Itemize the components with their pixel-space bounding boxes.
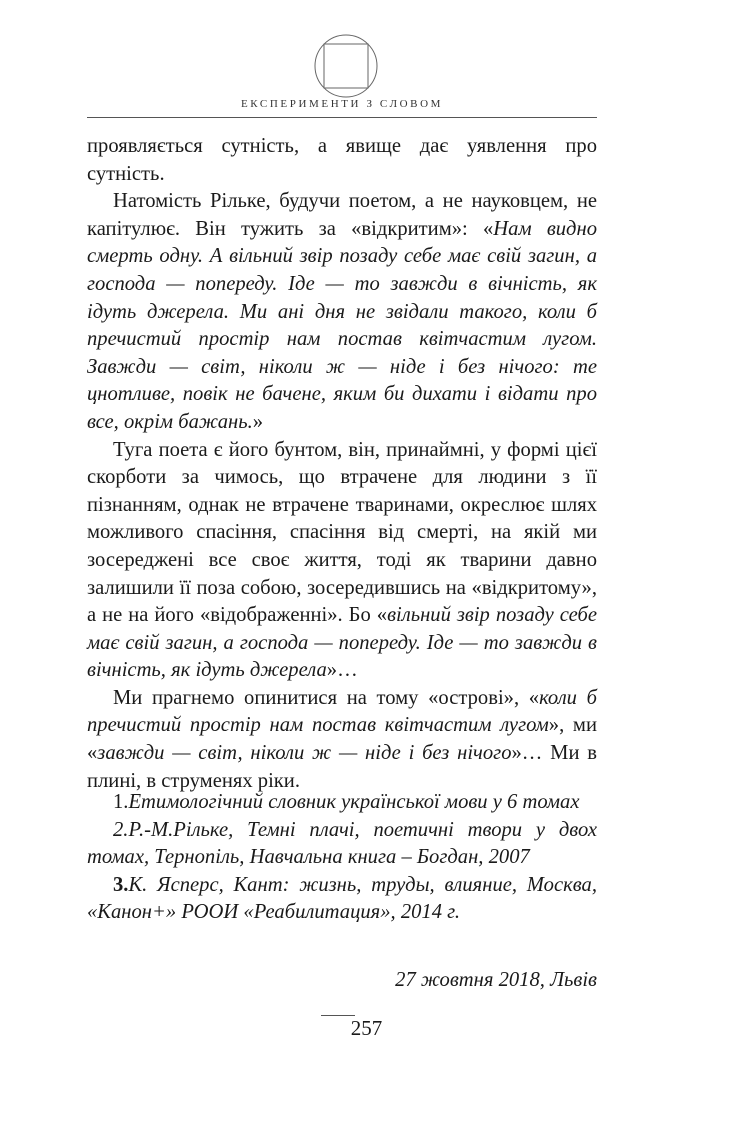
header-rule: [87, 117, 597, 118]
quote-close-2: »…: [326, 659, 358, 682]
running-header: [0, 98, 597, 110]
paragraph-2-text: Натомість Рільке, будучи поетом, а не науковцем, не капітулює. Він тужить за «відкритим»: «: [87, 190, 597, 240]
rilke-quote-3: коли б пречистий простір нам постав квітчастим лугом: [87, 686, 597, 737]
reference-2-text: 2.Р.-М.Рільке, Темні плачі, поетичні твори у двох томах, Тернопіль, Навчальна книга – Богдан, 2007: [87, 818, 597, 869]
paragraph-1-text: проявляється сутність, а явище дає уявлення про сутність.: [87, 135, 597, 185]
paragraph-4-text-a: Ми прагнемо опинитися на тому «острові», «: [113, 686, 540, 709]
paragraph-3: [87, 437, 597, 685]
paragraph-4: [87, 685, 597, 795]
reference-3-text: К. Ясперс, Кант: жизнь, труды, влияние, Москва, «Канон+» РООИ «Реабилитация», 2014 г.: [87, 873, 597, 924]
paragraph-4-text-c: »… Ми в плині, в струменях ріки.: [87, 742, 597, 792]
rilke-quote-4: завжди — світ, ніколи ж — ніде і без нічого: [97, 742, 512, 765]
page-number: [0, 1016, 737, 1041]
page-number-text: 257: [350, 1016, 383, 1040]
paragraph-2: [87, 188, 597, 436]
reference-1: [87, 789, 597, 817]
reference-1-number: 1.: [113, 791, 129, 813]
paragraph-4-text-b: », ми «: [87, 714, 597, 765]
quote-close: »: [252, 410, 264, 433]
reference-1-text: Етимологічний словник української мови у 6 томах: [128, 791, 580, 813]
references: [87, 789, 597, 927]
paragraph-3-text: Туга поета є його бунтом, він, принаймні, у формі цієї скорботи за чимось, що втрачене для людини з її пізнанням, однак не втрачене тваринами, окреслює шлях можливого спасіння, спасіння від смерті, на якій ми зосереджені все своє життя, тоді як тварини давно залишили її поза собою, зосередившись на «відкритому», а не на його «відображенні». Бо «: [87, 438, 597, 627]
reference-2: [87, 817, 597, 872]
rilke-quote: Нам видно смерть одну. А вільний звір позаду себе має свій загин, а господа — попереду. Іде — то завжди в вічність, як ідуть джерела. Ми ані дня не звідали такого, коли б пречистий простір нам постав квітчастим лугом. Завжди — світ, ніколи ж — ніде і без нічого: те цнотливе, повік не бачене, яким би дихати і відати про все, окрім бажань.: [87, 217, 597, 433]
rilke-quote-2: вільний звір позаду себе має свій загин, а господа — попереду. Іде — то завжди в вічність, як ідуть джерела: [87, 604, 597, 682]
body-text: [87, 133, 597, 795]
reference-3: [87, 872, 597, 927]
reference-3-number: 3.: [113, 873, 129, 896]
date-line: 27 жовтня 2018, Львів: [395, 969, 597, 991]
circle-square-emblem-icon: [312, 32, 380, 100]
running-title: ЕКСПЕРИМЕНТИ З СЛОВОМ: [240, 98, 444, 110]
paragraph-1: [87, 133, 597, 188]
